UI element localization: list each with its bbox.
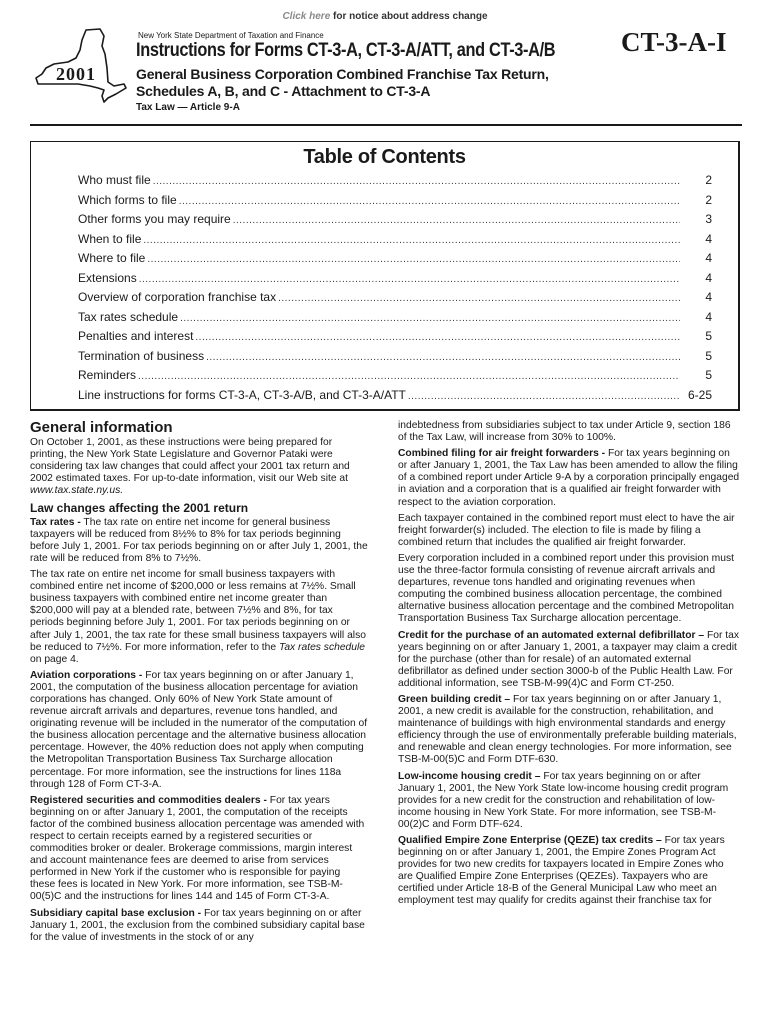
toc-entry[interactable] xyxy=(78,388,712,408)
toc-dot-leader xyxy=(206,352,680,363)
toc-entry-label: Tax rates schedule xyxy=(78,309,179,324)
right-column xyxy=(398,420,740,912)
toc-entry-page: 5 xyxy=(705,329,712,343)
toc-dot-leader xyxy=(408,391,680,402)
aviation-paragraph: Aviation corporations - For tax years beginning on or after January 1, 2001, the computation of the business allocation percentage for aviation corporations has changed. Only 60% of New York State amount of revenue aircraft arrivals and departures, revenue tons handled, and originating revenue will be included in the numerator of the computation of the business allocation percentage and the alternative business allocation percentage. However, the 40% reduction does not apply when computing the Metropolitan Transportation Business Tax Surcharge allocation percentage. For more information, see the instructions for lines 118a through 128 of Form CT-3-A. xyxy=(30,669,368,790)
toc-entry-label: Line instructions for forms CT-3-A, CT-3-A/B, and CT-3-A/ATT xyxy=(78,387,406,402)
tax-rates-schedule-ref: Tax rates schedule xyxy=(278,641,366,653)
toc-entry[interactable] xyxy=(78,251,712,271)
toc-entry-page: 4 xyxy=(705,231,712,246)
general-information-heading: General information xyxy=(30,419,173,436)
toc-list xyxy=(78,173,712,407)
small-business-paragraph: The tax rate on entire net income for small business taxpayers with combined entire net income of $200,000 or less remains at 7½%. Small business taxpayers with combined entire net income greater than $200,000 will pay at a blended rate, between 7½% and 8%, for tax periods beginning before July 1, 2001. For tax periods beginning on or after July 1, 2001, the tax rate for these small business taxpayers will also be reduced to 7½%. For more information, refer to the Tax rates schedule on page 4. xyxy=(30,569,366,665)
toc-entry[interactable] xyxy=(78,193,712,213)
toc-entry-page: 4 xyxy=(705,290,712,304)
three-factor-paragraph: Every corporation included in a combined report under this provision must use the three-factor formula consisting of revenue aircraft arrivals and departures, revenue tons handled and originating revenues when computing the combined business allocation percentage, the combined alternative business allocation percentage and the combined Metropolitan Transportation Business Tax Surcharge allocation percentage. xyxy=(398,552,735,625)
election-paragraph: Each taxpayer contained in the combined report must elect to have the air freight forwarder(s) included. The election to file is made by filing a combined return that includes the qualified air freight forwarder. xyxy=(398,512,735,548)
toc-entry-page: 2 xyxy=(705,173,712,187)
toc-entry-label: Which forms to file xyxy=(78,192,177,207)
new-york-state-logo xyxy=(28,28,128,104)
toc-dot-leader xyxy=(233,215,680,226)
address-change-notice xyxy=(0,11,770,22)
document-title: Instructions for Forms CT-3-A, CT-3-A/ATT, and CT-3-A/B xyxy=(136,40,556,61)
toc-entry[interactable] xyxy=(78,173,712,193)
toc-entry[interactable] xyxy=(78,368,712,388)
toc-entry-page: 4 xyxy=(705,309,712,324)
toc-dot-leader xyxy=(153,176,680,187)
form-code: CT-3-A-I xyxy=(621,27,727,57)
indebtedness-paragraph: indebtedness from subsidiaries subject to tax under Article 9, section 186 of the Tax Law, will increase from 30% to 100%. xyxy=(398,420,731,444)
general-information-paragraph: On October 1, 2001, as these instructions were being prepared for printing, the New York State Legislature and Governor Pataki were considering tax law changes that could affect your 2001 tax return and 2002 estimated taxes. For up-to-date information, visit our Web site at www.tax.state.ny.us. xyxy=(30,437,350,497)
toc-dot-leader xyxy=(143,235,680,246)
notice-text: for notice about address change xyxy=(330,11,488,22)
toc-entry-page: 4 xyxy=(705,251,712,265)
toc-dot-leader xyxy=(180,313,680,324)
toc-dot-leader xyxy=(179,196,680,207)
toc-entry-label: Other forms you may require xyxy=(78,212,231,226)
department-name: New York State Department of Taxation and Finance xyxy=(138,31,324,40)
toc-dot-leader xyxy=(278,293,680,304)
law-changes-heading: Law changes affecting the 2001 return xyxy=(30,500,249,515)
subtitle-line-2: Schedules A, B, and C - Attachment to CT-3-A xyxy=(136,83,431,99)
toc-entry-page: 2 xyxy=(705,192,712,207)
subsidiary-paragraph: Subsidiary capital base exclusion - For tax years beginning on or after January 1, 2001, the exclusion from the combined subsidiary capital base for the value of investments in the stock of or any xyxy=(30,907,365,943)
toc-entry[interactable] xyxy=(78,310,712,330)
toc-entry[interactable] xyxy=(78,329,712,349)
toc-entry-page: 6-25 xyxy=(687,387,712,402)
subtitle-line-1: General Business Corporation Combined Franchise Tax Return, xyxy=(136,66,549,82)
low-income-housing-paragraph: Low-income housing credit – For tax years beginning on or after January 1, 2001, the New York State low-income housing credit program provides for a new credit for the construction and rehabilitation of low-income housing in New York State. For more information, see TSB-M-00(2)C and Form DTF-624. xyxy=(398,770,729,830)
table-of-contents xyxy=(30,141,740,411)
address-change-link[interactable]: Click here xyxy=(282,11,331,22)
toc-entry[interactable] xyxy=(78,349,712,369)
toc-entry-label: When to file xyxy=(78,231,142,246)
toc-entry-label: Penalties and interest xyxy=(78,329,194,343)
toc-dot-leader xyxy=(147,254,680,265)
toc-entry-page: 4 xyxy=(705,270,712,285)
website-link[interactable]: www.tax.state.ny.us. xyxy=(30,485,124,497)
toc-heading: Table of Contents xyxy=(303,146,466,168)
toc-entry-label: Who must file xyxy=(78,173,151,187)
tax-law-reference: Tax Law — Article 9-A xyxy=(136,102,240,113)
toc-entry-page: 5 xyxy=(705,368,712,382)
toc-entry[interactable] xyxy=(78,290,712,310)
left-column xyxy=(30,418,368,948)
toc-entry-label: Where to file xyxy=(78,251,146,265)
green-building-paragraph: Green building credit – For tax years beginning on or after January 1, 2001, a new credit is available for the construction, rehabilitation, and maintenance of buildings with high environmental standards and energy efficiency through the use of environmentally preferable building materials, and renewable and clean energy technologies. For more information, see TSB-M-00(5)C and Form DTF-630. xyxy=(398,693,737,766)
form-year: 2001 xyxy=(56,64,96,84)
toc-dot-leader xyxy=(195,332,680,343)
toc-entry-label: Extensions xyxy=(78,270,137,285)
toc-entry-label: Reminders xyxy=(78,368,137,382)
toc-entry-page: 5 xyxy=(705,348,712,363)
toc-entry[interactable] xyxy=(78,271,712,291)
toc-entry-label: Overview of corporation franchise tax xyxy=(78,290,277,304)
defibrillator-paragraph: Credit for the purchase of an automated external defibrillator – For tax years beginning on or after January 1, 2001, a taxpayer may claim a credit for the purchase (other than for resale) of an automated external defibrillator as defined under section 3000-b of the Public Health Law. For additional information, see TSB-M-99(4)C and Form CT-250. xyxy=(398,629,740,689)
document-subtitle xyxy=(136,66,549,100)
toc-entry[interactable] xyxy=(78,232,712,252)
header-divider xyxy=(30,124,742,126)
air-freight-paragraph: Combined filing for air freight forwarders - For tax years beginning on or after January 1, 2001, the Tax Law has been amended to allow the filing of a combined report under Article 9-A by a corporation principally engaged in aviation and a corporation that is a qualified air freight forwarder with respect to the aviation corporation. xyxy=(398,448,740,508)
toc-dot-leader xyxy=(139,274,680,285)
toc-dot-leader xyxy=(138,371,680,382)
securities-paragraph: Registered securities and commodities dealers - For tax years beginning on or after January 1, 2001, the computation of the receipts factor of the combined business allocation percentage was amended with respect to certain receipts earned by a registered securities or commodities broker or dealer. Brokerage commissions, margin interest and account maintenance fees are deemed to arise from services performed in New York if the customer who is responsible for paying these fees is located in New York. For more information, see TSB-M-00(5)C and the instructions for lines 144 and 145 of Form CT-3-A. xyxy=(30,794,365,903)
toc-entry-page: 3 xyxy=(705,212,712,226)
qeze-paragraph: Qualified Empire Zone Enterprise (QEZE) tax credits – For tax years beginning on or after January 1, 2001, the Empire Zones Program Act provides for two new credits for taxpayers located in Empire Zones who are Qualified Empire Zone Enterprises (QEZEs). Taxpayers who are certified under Article 18-B of the General Municipal Law who meet an employment test may qualify for credits against their franchise tax for xyxy=(398,835,725,907)
toc-entry[interactable] xyxy=(78,212,712,232)
toc-entry-label: Termination of business xyxy=(78,348,205,363)
tax-rates-paragraph: Tax rates - The tax rate on entire net income for general business taxpayers will be reduced from 8½% to 8% for tax periods beginning before July 1, 2001. For tax periods beginning on or after July 1, 2001, the rate will be reduced from 8% to 7½%. xyxy=(30,516,368,564)
